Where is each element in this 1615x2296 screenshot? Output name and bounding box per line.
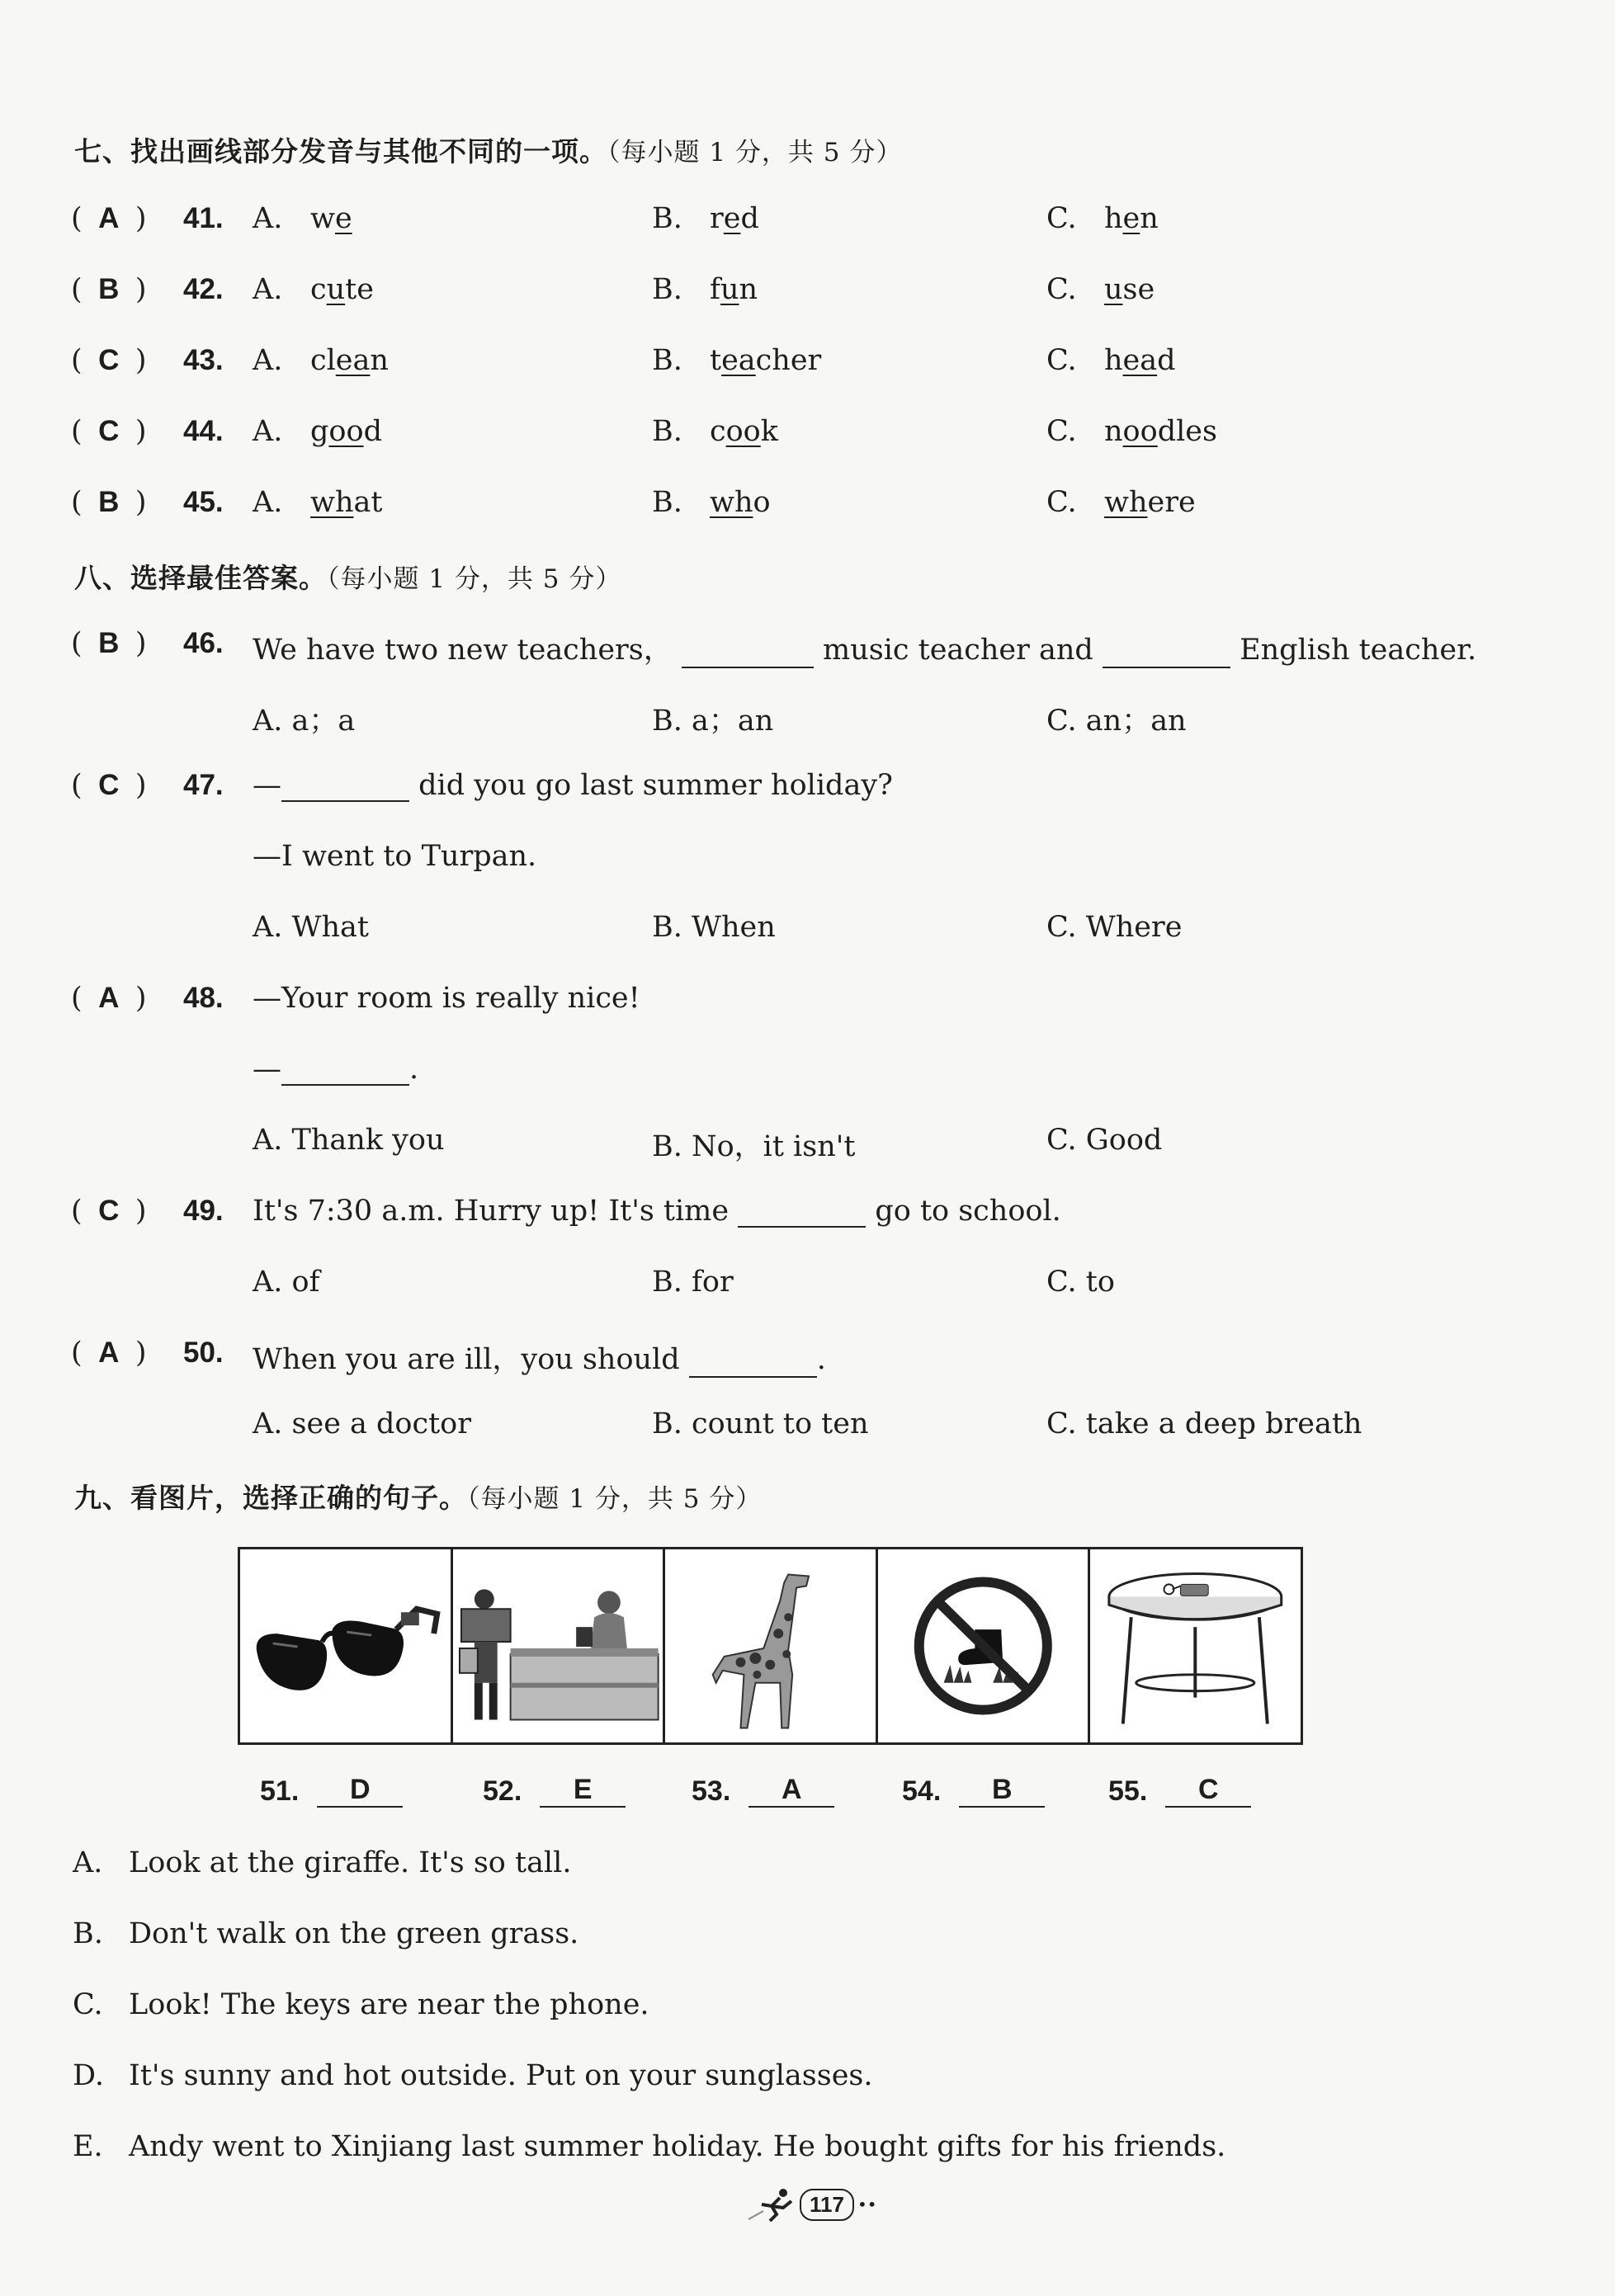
question-48-options: A. Thank you B. No，it isn't C. Good xyxy=(253,1124,1163,1163)
option-a: A. good xyxy=(253,415,382,448)
answer-54: 54. B xyxy=(902,1774,1045,1808)
shopping-icon xyxy=(453,1549,663,1742)
option-a: A. cute xyxy=(253,273,374,306)
question-49-options: A. of B. for C. to xyxy=(253,1266,1115,1299)
question-49: ( C ) 49. It's 7:30 a.m. Hurry up! It's time go to school. xyxy=(71,1195,1061,1228)
sentence-b: B. Don't walk on the green grass. xyxy=(73,1917,579,1950)
option-a: A. we xyxy=(253,202,352,235)
section-7-title: 七、找出画线部分发音与其他不同的一项。（每小题 1 分，共 5 分） xyxy=(74,135,903,167)
sentence-d: D. It's sunny and hot outside. Put on your sunglasses. xyxy=(73,2059,873,2092)
question-50-options: A. see a doctor B. count to ten C. take a deep breath xyxy=(253,1407,1362,1440)
question-44: ( C ) 44. A. good B. cook C. noodles xyxy=(71,415,1217,448)
option-b: B. teacher xyxy=(652,344,822,377)
option-a: A. clean xyxy=(253,344,389,377)
answer-55: 55. C xyxy=(1108,1774,1251,1808)
question-47-reply: —I went to Turpan. xyxy=(253,840,537,873)
question-47: ( C ) 47. — did you go last summer holiday? xyxy=(71,769,893,802)
section-8-title: 八、选择最佳答案。（每小题 1 分，共 5 分） xyxy=(74,562,622,594)
page-footer: 117 •• xyxy=(747,2186,877,2223)
question-48-reply: — . xyxy=(253,1053,419,1086)
picture-answers xyxy=(0,1774,1615,1823)
question-46-options: A. a；a B. a；an C. an；an xyxy=(253,705,1187,738)
answer-51: 51. D xyxy=(260,1774,403,1808)
question-43: ( C ) 43. A. clean B. teacher C. head xyxy=(71,344,1176,377)
sentence-c: C. Look! The keys are near the phone. xyxy=(73,1988,649,2021)
sunglasses-picture xyxy=(240,1549,453,1742)
runner-icon xyxy=(747,2186,796,2223)
option-a: A. what xyxy=(253,486,383,519)
option-c: C. noodles xyxy=(1046,415,1217,448)
option-c: C. where xyxy=(1046,486,1196,519)
question-42: ( B ) 42. A. cute B. fun C. use xyxy=(71,273,1155,306)
shopping-picture xyxy=(453,1549,666,1742)
question-45: ( B ) 45. A. what B. who C. where xyxy=(71,486,1196,519)
no-walking-on-grass-picture xyxy=(878,1549,1091,1742)
option-c: C. hen xyxy=(1046,202,1159,235)
sunglasses-icon xyxy=(240,1549,451,1742)
page-number: 117 xyxy=(800,2189,854,2221)
table-icon xyxy=(1090,1549,1301,1742)
picture-strip xyxy=(238,1547,1303,1745)
giraffe-picture xyxy=(665,1549,878,1742)
no-walking-sign-icon xyxy=(878,1549,1088,1742)
option-c: C. use xyxy=(1046,273,1155,306)
question-41: ( A ) 41. A. we B. red C. hen xyxy=(71,202,1159,235)
option-b: B. fun xyxy=(652,273,758,306)
giraffe-icon xyxy=(665,1549,876,1742)
option-b: B. red xyxy=(652,202,759,235)
keys-on-table-picture xyxy=(1090,1549,1301,1742)
option-c: C. head xyxy=(1046,344,1176,377)
question-48: ( A ) 48. —Your room is really nice! xyxy=(71,982,640,1015)
option-b: B. cook xyxy=(652,415,778,448)
question-46: ( B ) 46. We have two new teachers， music teacher and English teacher. xyxy=(71,627,1477,667)
answer-52: 52. E xyxy=(483,1774,626,1808)
sentence-a: A. Look at the giraffe. It's so tall. xyxy=(73,1846,572,1879)
question-47-options: A. What B. When C. Where xyxy=(253,911,1183,944)
question-50: ( A ) 50. When you are ill，you should . xyxy=(71,1337,826,1376)
sentence-e: E. Andy went to Xinjiang last summer holiday. He bought gifts for his friends. xyxy=(73,2130,1226,2163)
section-9-title: 九、看图片，选择正确的句子。（每小题 1 分，共 5 分） xyxy=(74,1482,763,1514)
answer-53: 53. A xyxy=(692,1774,834,1808)
option-b: B. who xyxy=(652,486,771,519)
